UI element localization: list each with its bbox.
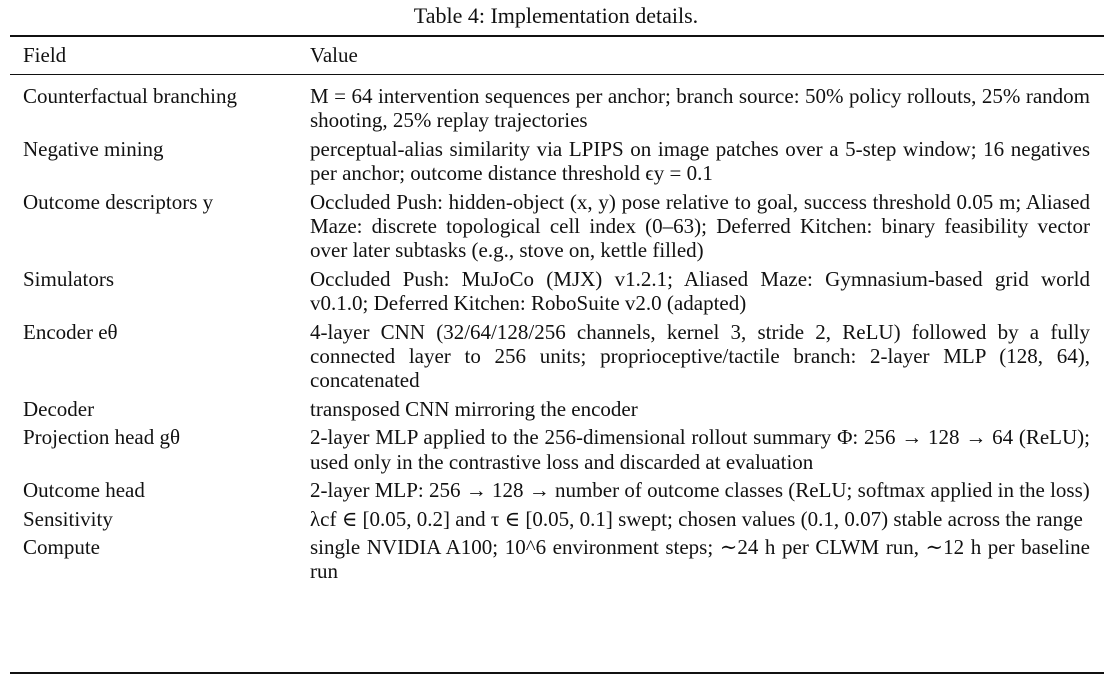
value-cell: perceptual-alias similarity via LPIPS on image patches over a 5-step window; 16 negatives per anchor; outcome distance threshold ϵy = 0.1 [310,136,1090,186]
table-row [0,137,1112,186]
field-cell: Counterfactual branching [23,84,237,108]
value-cell: Occluded Push: hidden-object (x, y) pose relative to goal, success threshold 0.05 m; Aliased Maze: discrete topological cell index (0–63); Deferred Kitchen: binary feasibility vector over later subtasks (e.g., stove on, kettle filled) [310,189,1090,263]
top-rule [10,35,1104,37]
table-row [0,397,1112,421]
table-row [0,507,1112,531]
field-cell: Sensitivity [23,506,113,531]
value-cell: transposed CNN mirroring the encoder [310,396,638,421]
header-field: Field [23,43,67,67]
header-rule [10,74,1104,75]
table-row [0,190,1112,263]
field-cell: Compute [23,534,100,559]
value-cell: 2-layer MLP applied to the 256-dimensional rollout summary Φ: 256 → 128 → 64 (ReLU); used only in the contrastive loss and discarded at evaluation [310,425,1090,474]
header-value: Value [310,43,358,67]
table-row [0,425,1112,474]
field-cell: Negative mining [23,136,164,161]
value-cell: 4-layer CNN (32/64/128/256 channels, kernel 3, stride 2, ReLU) followed by a fully connected layer to 256 units; proprioceptive/tactile branch: 2-layer MLP (128, 64), concatenated [310,319,1090,393]
field-cell: Encoder eθ [23,319,118,344]
value-cell: single NVIDIA A100; 10^6 environment steps; ∼24 h per CLWM run, ∼12 h per baseline run [310,534,1090,584]
table-caption: Table 4: Implementation details. [413,3,699,28]
value-cell: 2-layer MLP: 256 → 128 → number of outcome classes (ReLU; softmax applied in the loss) [310,478,1090,503]
value-cell: λcf ∈ [0.05, 0.2] and τ ∈ [0.05, 0.1] swept; chosen values (0.1, 0.07) stable across the range [310,506,1083,531]
bottom-rule [10,672,1104,674]
table-body [0,84,1112,588]
value-cell: Occluded Push: MuJoCo (MJX) v1.2.1; Aliased Maze: Gymnasium-based grid world v0.1.0; Deferred Kitchen: RoboSuite v2.0 (adapted) [310,266,1090,316]
table-row [0,478,1112,502]
value-cell: M = 64 intervention sequences per anchor; branch source: 50% policy rollouts, 25% random shooting, 25% replay trajectories [310,84,1090,133]
field-cell: Outcome head [23,478,145,503]
table-row [0,84,1112,133]
field-cell: Simulators [23,266,115,291]
field-cell: Decoder [23,396,95,421]
table-row [0,535,1112,584]
table-row [0,267,1112,316]
field-cell: Projection head gθ [23,425,181,450]
field-cell: Outcome descriptors y [23,189,214,214]
table-row [0,320,1112,393]
